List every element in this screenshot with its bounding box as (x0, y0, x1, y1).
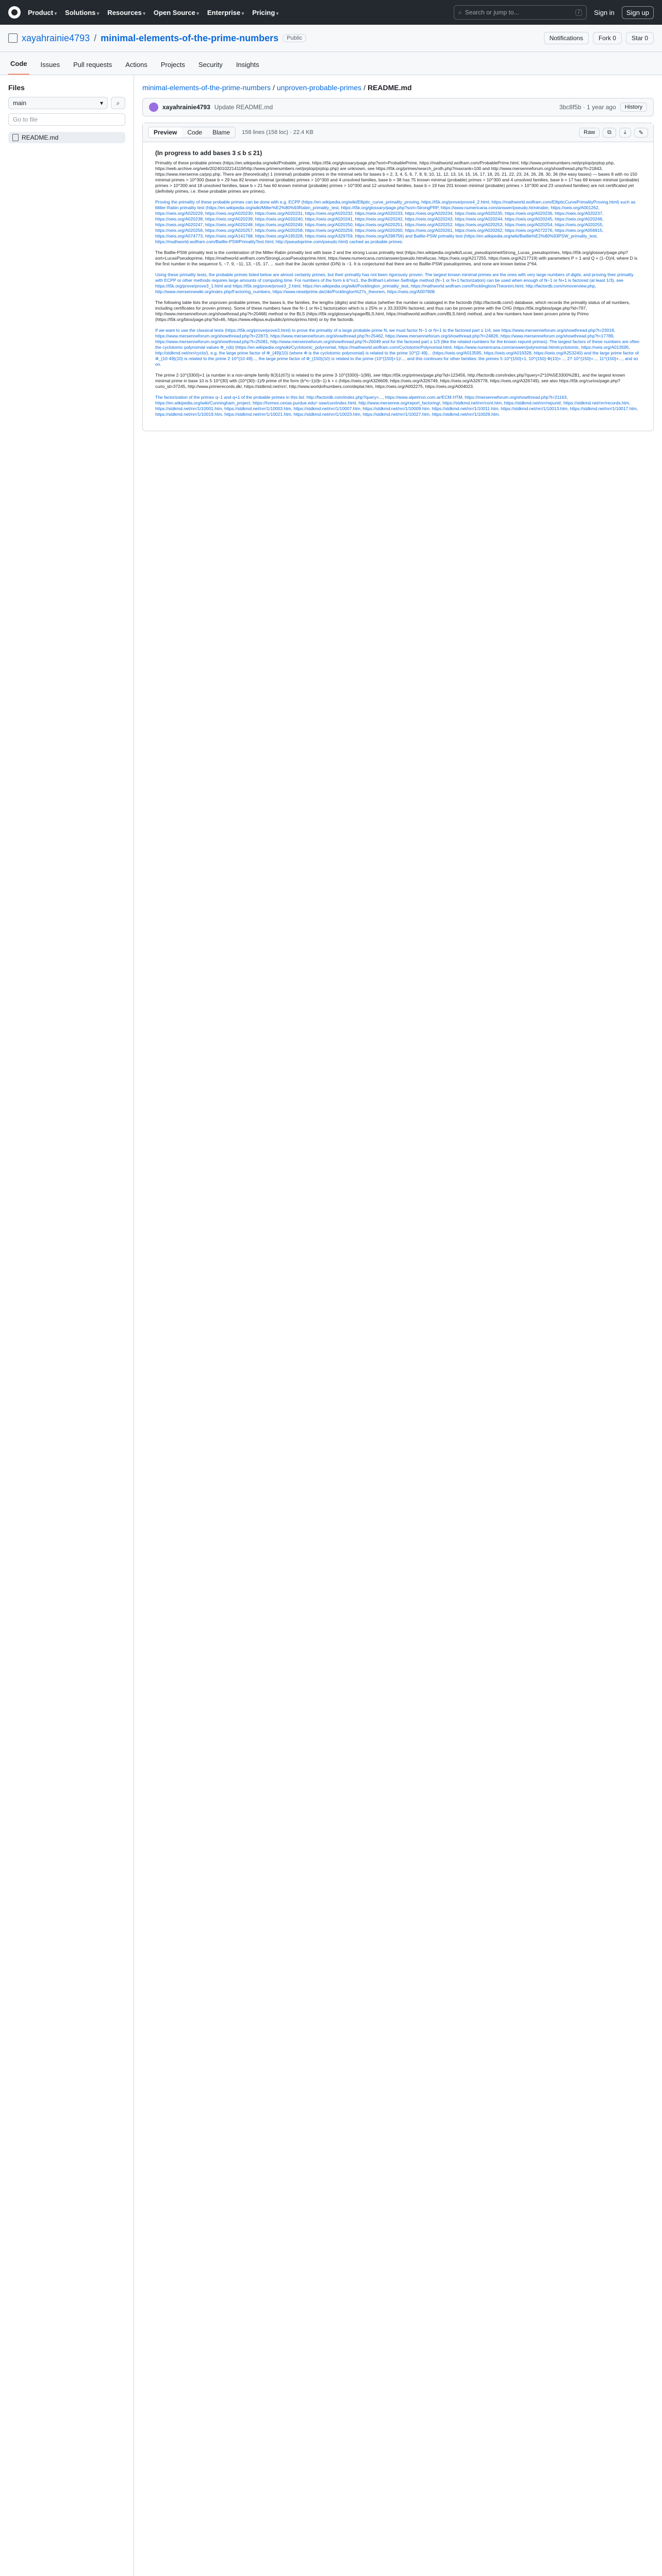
file-name: README.md (22, 134, 59, 141)
readme-paragraph: The following table lists the unproven probable primes, the bases b, the families, the lengths (digits) and the status (whether the number is cataloged in the factordb (http://factordb.com/) database, which records the primality status of all numbers, including certificates for proven primes). Some of these numbers have the N−1 or N+1 factorization which is ≥ 25% or ≥ 33.3333% factored, and thus can be proven prime with the CHG (https://t5k.org/bios/page.php?id=797, http://www.mersenneforum.org/showthread.php?t=20468) method or the BLS (https://t5k.org/glossary/xpage/BLS.html, https://mathworld.wolfram.com/BLS.html) method, and a few numbers have been proven prime by Primo (https://t5k.org/bios/page.php?id=46, https://www.ellipsa.eu/public/primo/primo.html) or by the factordb. (155, 300, 630, 322)
visibility-badge: Public (283, 34, 306, 42)
repo-owner-link[interactable]: xayahrainie4793 (22, 32, 90, 43)
file-stats: 158 lines (158 loc) · 22.4 KB (242, 129, 313, 135)
tab-security[interactable]: Security (198, 61, 223, 69)
view-toggle (148, 127, 236, 138)
commit-message[interactable]: Update README.md (214, 104, 273, 111)
branch-row (8, 97, 125, 109)
repo-name-link[interactable]: minimal-elements-of-the-prime-numbers (101, 32, 279, 43)
latest-commit (142, 98, 654, 116)
star-button[interactable]: Star 0 (626, 32, 654, 44)
readme-paragraph[interactable]: The factorization of the primes q−1 and q+1 of the probable primes in this list: http://factordb.com/index.php?query=..., https://www.alpertron.com.ar/ECM.HTM, https://mersenneforum.org/showthread.php?t=21163, https://en.wikipedia.org/wiki/Cunningham_project, https://homes.cerias.purdue.edu/~ssw/cun/index.html, http://www.mersenne.org/report_factoring/, https://stdkmd.net/nrr/cont.htm, https://stdkmd.net/nrr/repunit/, https://stdkmd.net/nrr/records.htm, https://stdkmd.net/nrr/1/10001.htm, https://stdkmd.net/nrr/1/10003.htm, https://stdkmd.net/nrr/1/10007.htm, https://stdkmd.net/nrr/1/10009.htm, https://stdkmd.net/nrr/1/10011.htm, https://stdkmd.net/nrr/1/10013.htm, https://stdkmd.net/nrr/1/10017.htm, https://stdkmd.net/nrr/1/10019.htm, https://stdkmd.net/nrr/1/10021.htm, https://stdkmd.net/nrr/1/10023.htm, https://stdkmd.net/nrr/1/10027.htm, https://stdkmd.net/nrr/1/10029.htm. (155, 395, 638, 417)
repo-header (0, 25, 662, 52)
commit-author[interactable]: xayahrainie4793 (162, 104, 210, 111)
nav-solutions[interactable]: Solutions ▾ (65, 9, 99, 16)
breadcrumb-file: README.md (367, 83, 412, 92)
tab-insights[interactable]: Insights (236, 61, 259, 69)
copy-icon[interactable]: ⧉ (603, 128, 616, 138)
readme-heading: (In progress to add bases 3 ≤ b ≤ 21) (155, 149, 262, 157)
sign-in-link[interactable]: Sign in (594, 8, 615, 16)
file-viewer (142, 123, 654, 431)
file-icon (12, 134, 19, 141)
download-icon[interactable]: ⤓ (619, 128, 631, 138)
go-to-file-input[interactable]: Go to file (8, 113, 125, 126)
tab-pull-requests[interactable]: Pull requests (73, 61, 112, 69)
history-button[interactable]: History (620, 103, 647, 112)
tab-actions[interactable]: Actions (125, 61, 147, 69)
main-layout (0, 75, 662, 2576)
commit-meta: 3bc8f5b · 1 year ago (559, 104, 616, 111)
nav-product[interactable]: Product ▾ (28, 9, 57, 16)
readme-paragraph: The prime 2·10^{3300}+1 (a number in a non-simple family 8(3)1(67)) is related to the prime 3·10^{3300}−1(99), see https://t5k.org/primes/page.php?id=123456, http://factordb.com/index.php?query=2*10%5E3300%2B1, and the largest known minimal prime in base 10 is 5·10^{30} with (10^{30}−1)/9 prime of the form (b^n−1)/(b−1)·k + c (https://oeis.org/A326609, https://oeis.org/A326749, https://oeis.org/A326778, https://oeis.org/A326749), see also https://t5k.org/curios/page.php?curio_id=37245, http://www.primerecords.dk/, https://stdkmd.net/nrr/, http://www.worldofnumbers.com/deplat.htm, https://oeis.org/A002275, https://oeis.org/A004023. (155, 372, 625, 389)
search-shortcut: / (575, 9, 582, 16)
tab-code[interactable]: Code (8, 60, 29, 75)
global-nav (28, 9, 278, 16)
readme-paragraph[interactable]: Proving the primality of these probable primes can be done with e.g. ECPP (https://en.wikipedia.org/wiki/Elliptic_curve_primality_proving, https://t5k.org/prove/prove4_2.html, https://mathworld.wolfram.com/EllipticCurvePrimalityProving.html) such as Miller-Rabin primality test (https://en.wikipedia.org/wiki/Miller%E2%80%93Rabin_primality_test, https://t5k.org/glossary/page.php?sort=StrongPRP, https://www.numericana.com/answer/pseudo.htm#rabin, https://oeis.org/A001262, https://oeis.org/A020229, https://oeis.org/A020230, https://oeis.org/A020231, https://oeis.org/A020232, https://oeis.org/A020233, https://oeis.org/A020234, https://oeis.org/A020235, https://oeis.org/A020236, https://oeis.org/A020237, https://oeis.org/A020238, https://oeis.org/A020239, https://oeis.org/A020240, https://oeis.org/A020241, https://oeis.org/A020242, https://oeis.org/A020243, https://oeis.org/A020244, https://oeis.org/A020245, https://oeis.org/A020246, https://oeis.org/A020247, https://oeis.org/A020248, https://oeis.org/A020249, https://oeis.org/A020250, https://oeis.org/A020251, https://oeis.org/A020252, https://oeis.org/A020253, https://oeis.org/A020254, https://oeis.org/A020255, https://oeis.org/A020256, https://oeis.org/A020257, https://oeis.org/A020258, https://oeis.org/A020259, https://oeis.org/A020260, https://oeis.org/A020261, https://oeis.org/A020262, https://oeis.org/A072276, https://oeis.org/A056915, https://oeis.org/A074773, https://oeis.org/A141768, https://oeis.org/A195328, https://oeis.org/A329759, https://oeis.org/A298756) and Baillie-PSW primality test (https://en.wikipedia.org/wiki/Baillie%E2%80%93PSW_primality_test, https://mathworld.wolfram.com/Baillie-PSWPrimalityTest.html, http://pseudoprime.com/pseudo.html) cached as probable primes. (155, 199, 636, 244)
nav-open-source[interactable]: Open Source ▾ (154, 9, 199, 16)
fork-button[interactable]: Fork 0 (593, 32, 622, 44)
markdown-body (143, 142, 653, 431)
nav-pricing[interactable]: Pricing ▾ (252, 9, 278, 16)
file-sidebar (0, 75, 134, 2576)
readme-paragraph: The Baillie-PSW primality test is the combination of the Miller-Rabin primality test with base 2 and the strong Lucas primality test (https://en.wikipedia.org/wiki/Lucas_pseudoprime#Strong_Lucas_pseudoprimes, https://t5k.org/glossary/page.php?sort=LucasPseudoprime, https://mathworld.wolfram.com/StrongLucasPseudoprime.html, https://www.numericana.com/answer/pseudo.htm#lucas, https://oeis.org/A217255, https://oeis.org/A217719) with parameters P = 1 and Q = (1−D)/4, where D is the first number in the sequence 5, −7, 9, −11, 13, −15, 17, ... such that the Jacobi symbol (D/N) is −1. It is conjectured that there are no Baillie-PSW pseudoprimes, and none are known below 2^64. (155, 250, 638, 266)
separator: / (272, 83, 275, 92)
breadcrumb-repo[interactable]: minimal-elements-of-the-prime-numbers (142, 83, 271, 92)
breadcrumb (142, 83, 654, 92)
search-icon: ⌕ (116, 99, 120, 107)
viewer-actions (579, 128, 648, 138)
tab-projects[interactable]: Projects (160, 61, 185, 69)
tab-issues[interactable]: Issues (40, 61, 60, 69)
files-title: Files (8, 83, 25, 92)
code-tab[interactable]: Code (182, 127, 207, 138)
avatar[interactable] (149, 103, 158, 112)
edit-icon[interactable]: ✎ (634, 128, 648, 138)
preview-tab[interactable]: Preview (148, 127, 182, 138)
raw-button[interactable]: Raw (579, 128, 600, 138)
file-content (134, 75, 662, 2576)
branch-select[interactable]: main ▾ (8, 97, 108, 109)
blame-tab[interactable]: Blame (207, 127, 235, 138)
sign-up-button[interactable]: Sign up (622, 6, 654, 19)
search-icon: ⌕ (458, 8, 462, 16)
nav-enterprise[interactable]: Enterprise ▾ (207, 9, 244, 16)
breadcrumb-folder[interactable]: unproven-probable-primes (276, 83, 362, 92)
readme-paragraph: Primality of these probable primes (https://en.wikipedia.org/wiki/Probable_prime, https://t5k.org/glossary/page.php?sort=ProbablePrime, https://mathworld.wolfram.com/ProbablePrime.html, http://www.primenumbers.net/prptop/prptop.php, https://web.archive.org/web/20240102214119/http://www.primenumbers.net/prptop/prptop.php) are unknown, see https://t5k.org/primes/search_proth.php?maxrank=100 and http://www.mersenneforum.org/showthread.php?t=21843, https://www.mersenne.ca/prp.php. There are (theoretically) 1 (minimal) probable primes in the minimal sets for bases b = 2, 3, 4, 5, 6, 7, 8, 9, 10, 11, 12, 13, 14, 15, 16, 17, 18, 20, 21, 22, 23, 24, 26, 28, 30, 36 (the easy bases) — bases 8 with no 150 minimal primes > 10^300 (base b = 29 has 82 known minimal (probable) primes > 10^300 and 4 unsolved families, base b = 38 has 75 known minimal (probable) primes > 10^300 and 4 unsolved families, base b = 17 has 69 known minimal (probable) primes > 10^300 and 18 unsolved families, base b = 21 has 60 known minimal (probable) primes > 10^300 and 12 unsolved families, base b = 19 has 201 known minimal (probable) primes > 10^300 and 23 unsolved families) are not certificated yet (definitely primes, i.e. these probable primes are primes). (155, 160, 639, 194)
viewer-toolbar (143, 123, 653, 142)
nav-resources[interactable]: Resources ▾ (107, 9, 145, 16)
notifications-button[interactable]: Notifications (544, 32, 589, 44)
search-files-button[interactable] (111, 97, 125, 109)
global-header (0, 0, 662, 25)
readme-paragraph[interactable]: If we want to use the classical tests (https://t5k.org/prove/prove3.html) to prove the primality of a large probable prime N, we must factor N−1 or N+1 to the factored part ≥ 1/4, see https://www.mersenneforum.org/showthread.php?t=23018, https://www.mersenneforum.org/showthread.php?t=22873, https://www.mersenneforum.org/showthread.php?t=25462, https://www.mersenneforum.org/showthread.php?t=24826, https://www.mersenneforum.org/showthread.php?t=17789, https://www.mersenneforum.org/showthread.php?t=25081, http://www.mersenneforum.org/showthread.php?t=26049 and for the factored part ≥ 1/3 (like the related numbers for the known repunit primes). The largest factors of these numbers are often the cyclotomic polynomial values Φ_n(b) (https://en.wikipedia.org/wiki/Cyclotomic_polynomial, https://mathworld.wolfram.com/CyclotomicPolynomial.html, https://www.numericana.com/answer/polynomial.htm#cyclotomic, https://oeis.org/A013595, http://stdkmd.net/nrr/cyclo/), e.g. the large prime factor of Φ_{49}(10) (where Φ is the cyclotomic polynomial) is related to the prime 10^{2·49}... (https://oeis.org/A013595, https://oeis.org/A019328, https://oeis.org/A253240) and the large prime factor of Φ_{10·49}(10) is related to the prime 2·10^{10·49}..., the large prime factor of Φ_{150}(10) is related to the prime (10^{150}+1)/..., and this continues for other families: the primes 5·10^{150}+1, 10^{150}·Φ(10)+..., 27·10^{150}+..., 11^{150}+..., and so on. (155, 328, 640, 367)
search-placeholder: Search or jump to... (465, 9, 519, 16)
file-tree-item[interactable] (8, 132, 125, 143)
readme-paragraph[interactable]: Using these primality tests, the probable primes listed below are almost certainly primes, but their primality has not been rigorously proven. The largest known minimal primes are the ones with very large numbers of digits, and proving their primality with ECPP or other methods requires large amounts of computing time. For numbers of the form k·b^n±1, the Brillhart-Lehmer-Selfridge method (N−1 or N+1 factorization) can be used when enough of N−1 or N+1 is factored (at least 1/3), see https://t5k.org/prove/prove3_1.html and https://t5k.org/prove/prove3_2.html, https://en.wikipedia.org/wiki/Pocklington_primality_test, https://mathworld.wolfram.com/PocklingtonsTheorem.html, http://factordb.com/nmoverview.php, http://www.mersennewiki.org/index.php/Factoring_numbers, https://www.rieselprime.de/ziki/Pocklington%27s_theorem, https://oeis.org/A007908. (155, 272, 634, 294)
repo-tabs (0, 52, 662, 75)
separator: / (94, 32, 97, 43)
github-logo-icon[interactable] (8, 6, 21, 19)
repo-icon (8, 33, 18, 43)
global-search-input[interactable] (454, 5, 587, 20)
separator: / (363, 83, 366, 92)
repo-actions (544, 32, 654, 44)
